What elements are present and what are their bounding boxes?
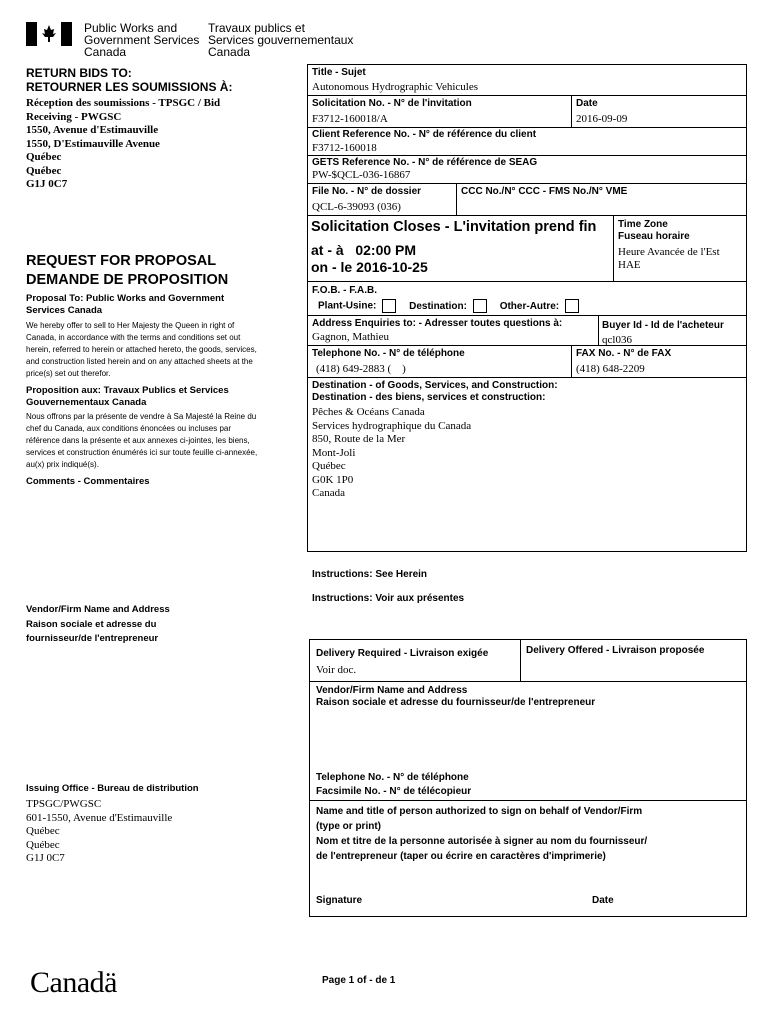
signature-label: Signature — [316, 895, 363, 906]
client-ref-value: F3712-160018 — [312, 142, 377, 154]
proposition-body: Nous offrons par la présente de vendre à Sa Majesté la Reine du chef du Canada, aux conditions énoncées ou incluses par référence dans la présente et aux annexes ci-jointes, les biens, services et construction énumérés ici sur toute feuille ci-annexée, au(x) prix indiqué(s). — [26, 412, 258, 469]
phone-value: (418) 649-2883 ( ) — [316, 363, 406, 375]
department-name-fr: Travaux publics et Services gouvernementaux Canada — [208, 21, 354, 59]
plant-checkbox[interactable] — [382, 299, 396, 313]
title-value: Autonomous Hydrographic Vehicules — [312, 81, 478, 93]
client-ref-label: Client Reference No. - N° de référence du client — [312, 129, 537, 140]
signature-date-label: Date — [592, 895, 614, 906]
delivery-offered-label: Delivery Offered - Livraison proposée — [526, 645, 705, 656]
page-number: Page 1 of - de 1 — [322, 975, 396, 986]
return-bids-title: RETURN BIDS TO: RETOURNER LES SOUMISSIONS À: — [26, 66, 233, 94]
department-name-en: Public Works and Government Services Canada — [84, 21, 200, 59]
closes-at: at - à 02:00 PM — [311, 242, 417, 258]
solicitation-value: F3712-160018/A — [312, 113, 388, 125]
fob-label: F.O.B. - F.A.B. — [312, 285, 377, 296]
vendor-label-left: Vendor/Firm Name and Address Raison sociale et adresse du fournisseur/de l'entrepreneur — [26, 604, 170, 644]
ccc-label: CCC No./N° CCC - FMS No./N° VME — [461, 186, 628, 197]
solicitation-label: Solicitation No. - N° de l'invitation — [312, 98, 472, 109]
return-bids-address: Réception des soumissions - TPSGC / Bid Receiving - PWGSC 1550, Avenue d'Estimauville 1550, D'Estimauville Avenue Québec Québec G1J 0C7 — [26, 97, 221, 190]
fax-value: (418) 648-2209 — [576, 363, 645, 375]
file-no-value: QCL-6-39093 (036) — [312, 201, 401, 213]
date-label: Date — [576, 98, 598, 109]
canada-wordmark: Canadä — [30, 966, 117, 999]
date-value: 2016-09-09 — [576, 113, 628, 125]
title-label: Title - Sujet — [312, 67, 366, 78]
proposal-to-heading: Proposal To: Public Works and Government Services Canada — [26, 293, 225, 316]
proposal-to-body: We hereby offer to sell to Her Majesty the Queen in right of Canada, in accordance with the terms and conditions set out herein, referred to herein or attached hereto, the goods, services, and construction listed herein and on any attached sheets at the price(s) set out therefor. — [26, 321, 257, 378]
destination-checkbox[interactable] — [473, 299, 487, 313]
timezone-value: Heure Avancée de l'Est HAE — [618, 246, 720, 271]
closes-title: Solicitation Closes - L'invitation prend fin — [311, 219, 597, 235]
buyer-id-value: qcl036 — [602, 334, 632, 346]
other-checkbox[interactable] — [565, 299, 579, 313]
destination-address: Pêches & Océans Canada Services hydrographique du Canada 850, Route de la Mer Mont-Joli Québec G0K 1P0 Canada — [312, 406, 472, 499]
gets-ref-value: PW-$QCL-036-16867 — [312, 169, 411, 181]
file-no-label: File No. - N° de dossier — [312, 186, 422, 197]
request-title: REQUEST FOR PROPOSAL DEMANDE DE PROPOSITION — [26, 253, 229, 288]
delivery-required-label: Delivery Required - Livraison exigée — [316, 648, 489, 659]
closes-on: on - le 2016-10-25 — [311, 259, 428, 275]
buyer-id-label: Buyer Id - Id de l'acheteur — [602, 320, 724, 331]
fob-options: Plant-Usine: Destination: Other-Autre: — [318, 299, 579, 313]
authorized-person-label: Name and title of person authorized to sign on behalf of Vendor/Firm (type or print) Nom et titre de la personne autorisée à signer au nom du fournisseur/ de l'entrepreneur (taper ou écrire en caractères d'imprimerie) — [316, 806, 648, 862]
issuing-office-address: TPSGC/PWGSC 601-1550, Avenue d'Estimauville Québec Québec G1J 0C7 — [26, 798, 173, 864]
proposition-heading: Proposition aux: Travaux Publics et Services Gouvernementaux Canada — [26, 385, 229, 408]
gets-ref-label: GETS Reference No. - N° de référence de SEAG — [312, 157, 538, 168]
instructions-fr: Instructions: Voir aux présentes — [312, 593, 465, 604]
telephone-label: Telephone No. - N° de téléphone Facsimile No. - N° de télécopieur — [316, 772, 472, 797]
vendor-name-label: Vendor/Firm Name and Address Raison sociale et adresse du fournisseur/de l'entrepreneur — [316, 685, 596, 708]
address-enquiries-label: Address Enquiries to: - Adresser toutes questions à: — [312, 318, 563, 329]
destination-label: Destination - of Goods, Services, and Construction: Destination - des biens, services et construction: — [312, 380, 558, 403]
address-enquiries-value: Gagnon, Mathieu — [312, 331, 389, 343]
instructions-en: Instructions: See Herein — [312, 569, 428, 580]
timezone-label: Time Zone Fuseau horaire — [618, 219, 690, 242]
issuing-office-label: Issuing Office - Bureau de distribution — [26, 783, 199, 794]
canada-flag-logo — [26, 22, 72, 46]
delivery-required-value: Voir doc. — [316, 664, 357, 676]
comments-label: Comments - Commentaires — [26, 476, 150, 487]
fax-label: FAX No. - N° de FAX — [576, 348, 672, 359]
phone-label: Telephone No. - N° de téléphone — [312, 348, 465, 359]
